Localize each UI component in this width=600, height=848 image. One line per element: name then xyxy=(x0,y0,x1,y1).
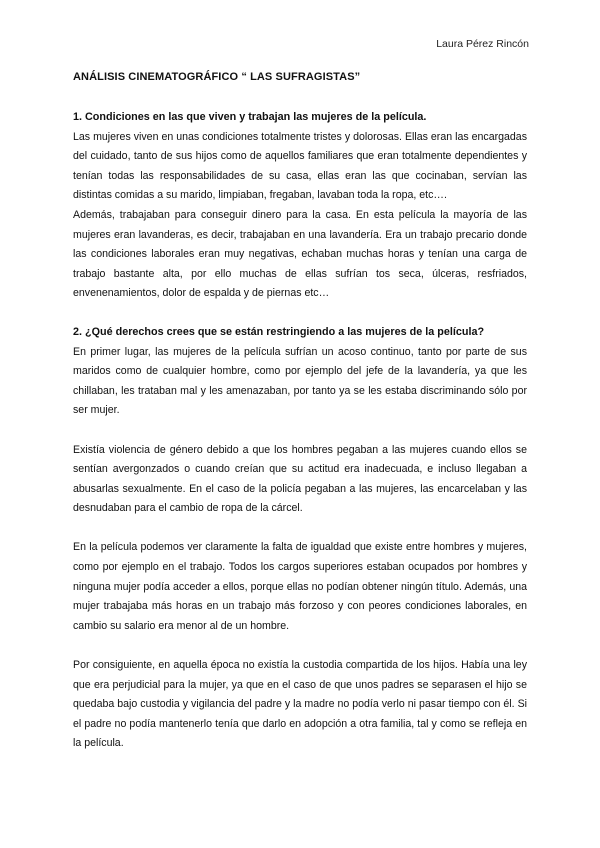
paragraph: Por consiguiente, en aquella época no existía la custodia compartida de los hijos. Había una ley que era perjudicial para la mujer, ya que en el caso de que unos padres se separasen el hijo se quedaba bajo custodia y vigilancia del padre y la madre no podía verlo ni pasar tiempo con él. Si el padre no podía mantenerlo tenía que darlo en adopción a otra familia, tal y como se refleja en la película. xyxy=(73,659,527,750)
paragraph-spacer xyxy=(73,636,527,656)
paragraph-spacer xyxy=(73,519,527,539)
paragraph: En la película podemos ver claramente la falta de igualdad que existe entre hombres y mujeres, como por ejemplo en el trabajo. Todos los cargos superiores estaban ocupados por hombres y ninguna mujer podía acceder a ellos, porque ellas no podían obtener ningún título. Además, una mujer trabajaba más horas en un trabajo más forzoso y con peores condiciones laborales, en cambio su salario era menor al de un hombre. xyxy=(73,541,527,632)
paragraph: En primer lugar, las mujeres de la película sufrían un acoso continuo, tanto por parte de sus maridos como de cualquier hombre, como por ejemplo del jefe de la lavandería, ya que les chillaban, les trataban mal y les amenazaban, por tanto ya se les estaba discriminando sólo por ser mujer. xyxy=(73,345,527,417)
section-spacer xyxy=(73,304,527,323)
paragraph: Además, trabajaban para conseguir dinero para la casa. En esta película la mayoría de las mujeres eran lavanderas, es decir, trabajaban en una lavandería. Era un trabajo precario donde las condiciones laborales eran muy negativas, echaban muchas horas y tenían una carga de trabajo bastante alta, por ello muchas de ellas sufrían tos seca, úlceras, resfriados, envenenamientos, dolor de espalda y de piernas etc… xyxy=(73,208,527,300)
author-name: Laura Pérez Rincón xyxy=(436,38,529,50)
section-conditions xyxy=(73,108,527,304)
document-body xyxy=(73,108,527,754)
section-rights xyxy=(73,323,527,754)
section-heading: 1. Condiciones en las que viven y trabajan las mujeres de la película. xyxy=(73,111,427,123)
document-title: ANÁLISIS CINEMATOGRÁFICO “ LAS SUFRAGISTAS” xyxy=(73,71,361,83)
section-heading: 2. ¿Qué derechos crees que se están restringiendo a las mujeres de la película? xyxy=(73,325,485,338)
paragraph: Las mujeres viven en unas condiciones totalmente tristes y dolorosas. Ellas eran las encargadas del cuidado, tanto de sus hijos como de aquellos familiares que eran totalmente dependientes y tenían todas las responsabilidades de su casa, ellas eran las que cocinaban, servían las distintas comidas a su marido, limpiaban, fregaban, lavaban toda la ropa, etc…. xyxy=(73,130,527,202)
paragraph: Existía violencia de género debido a que los hombres pegaban a las mujeres cuando ellos se sentían avergonzados o cuando creían que su actitud era inadecuada, e incluso llegaban a abusarlas sexualmente. En el caso de la policía pegaban a las mujeres, las encarcelaban y las desnudaban para el cambio de ropa de la cárcel. xyxy=(73,443,527,515)
paragraph-spacer xyxy=(73,421,527,441)
